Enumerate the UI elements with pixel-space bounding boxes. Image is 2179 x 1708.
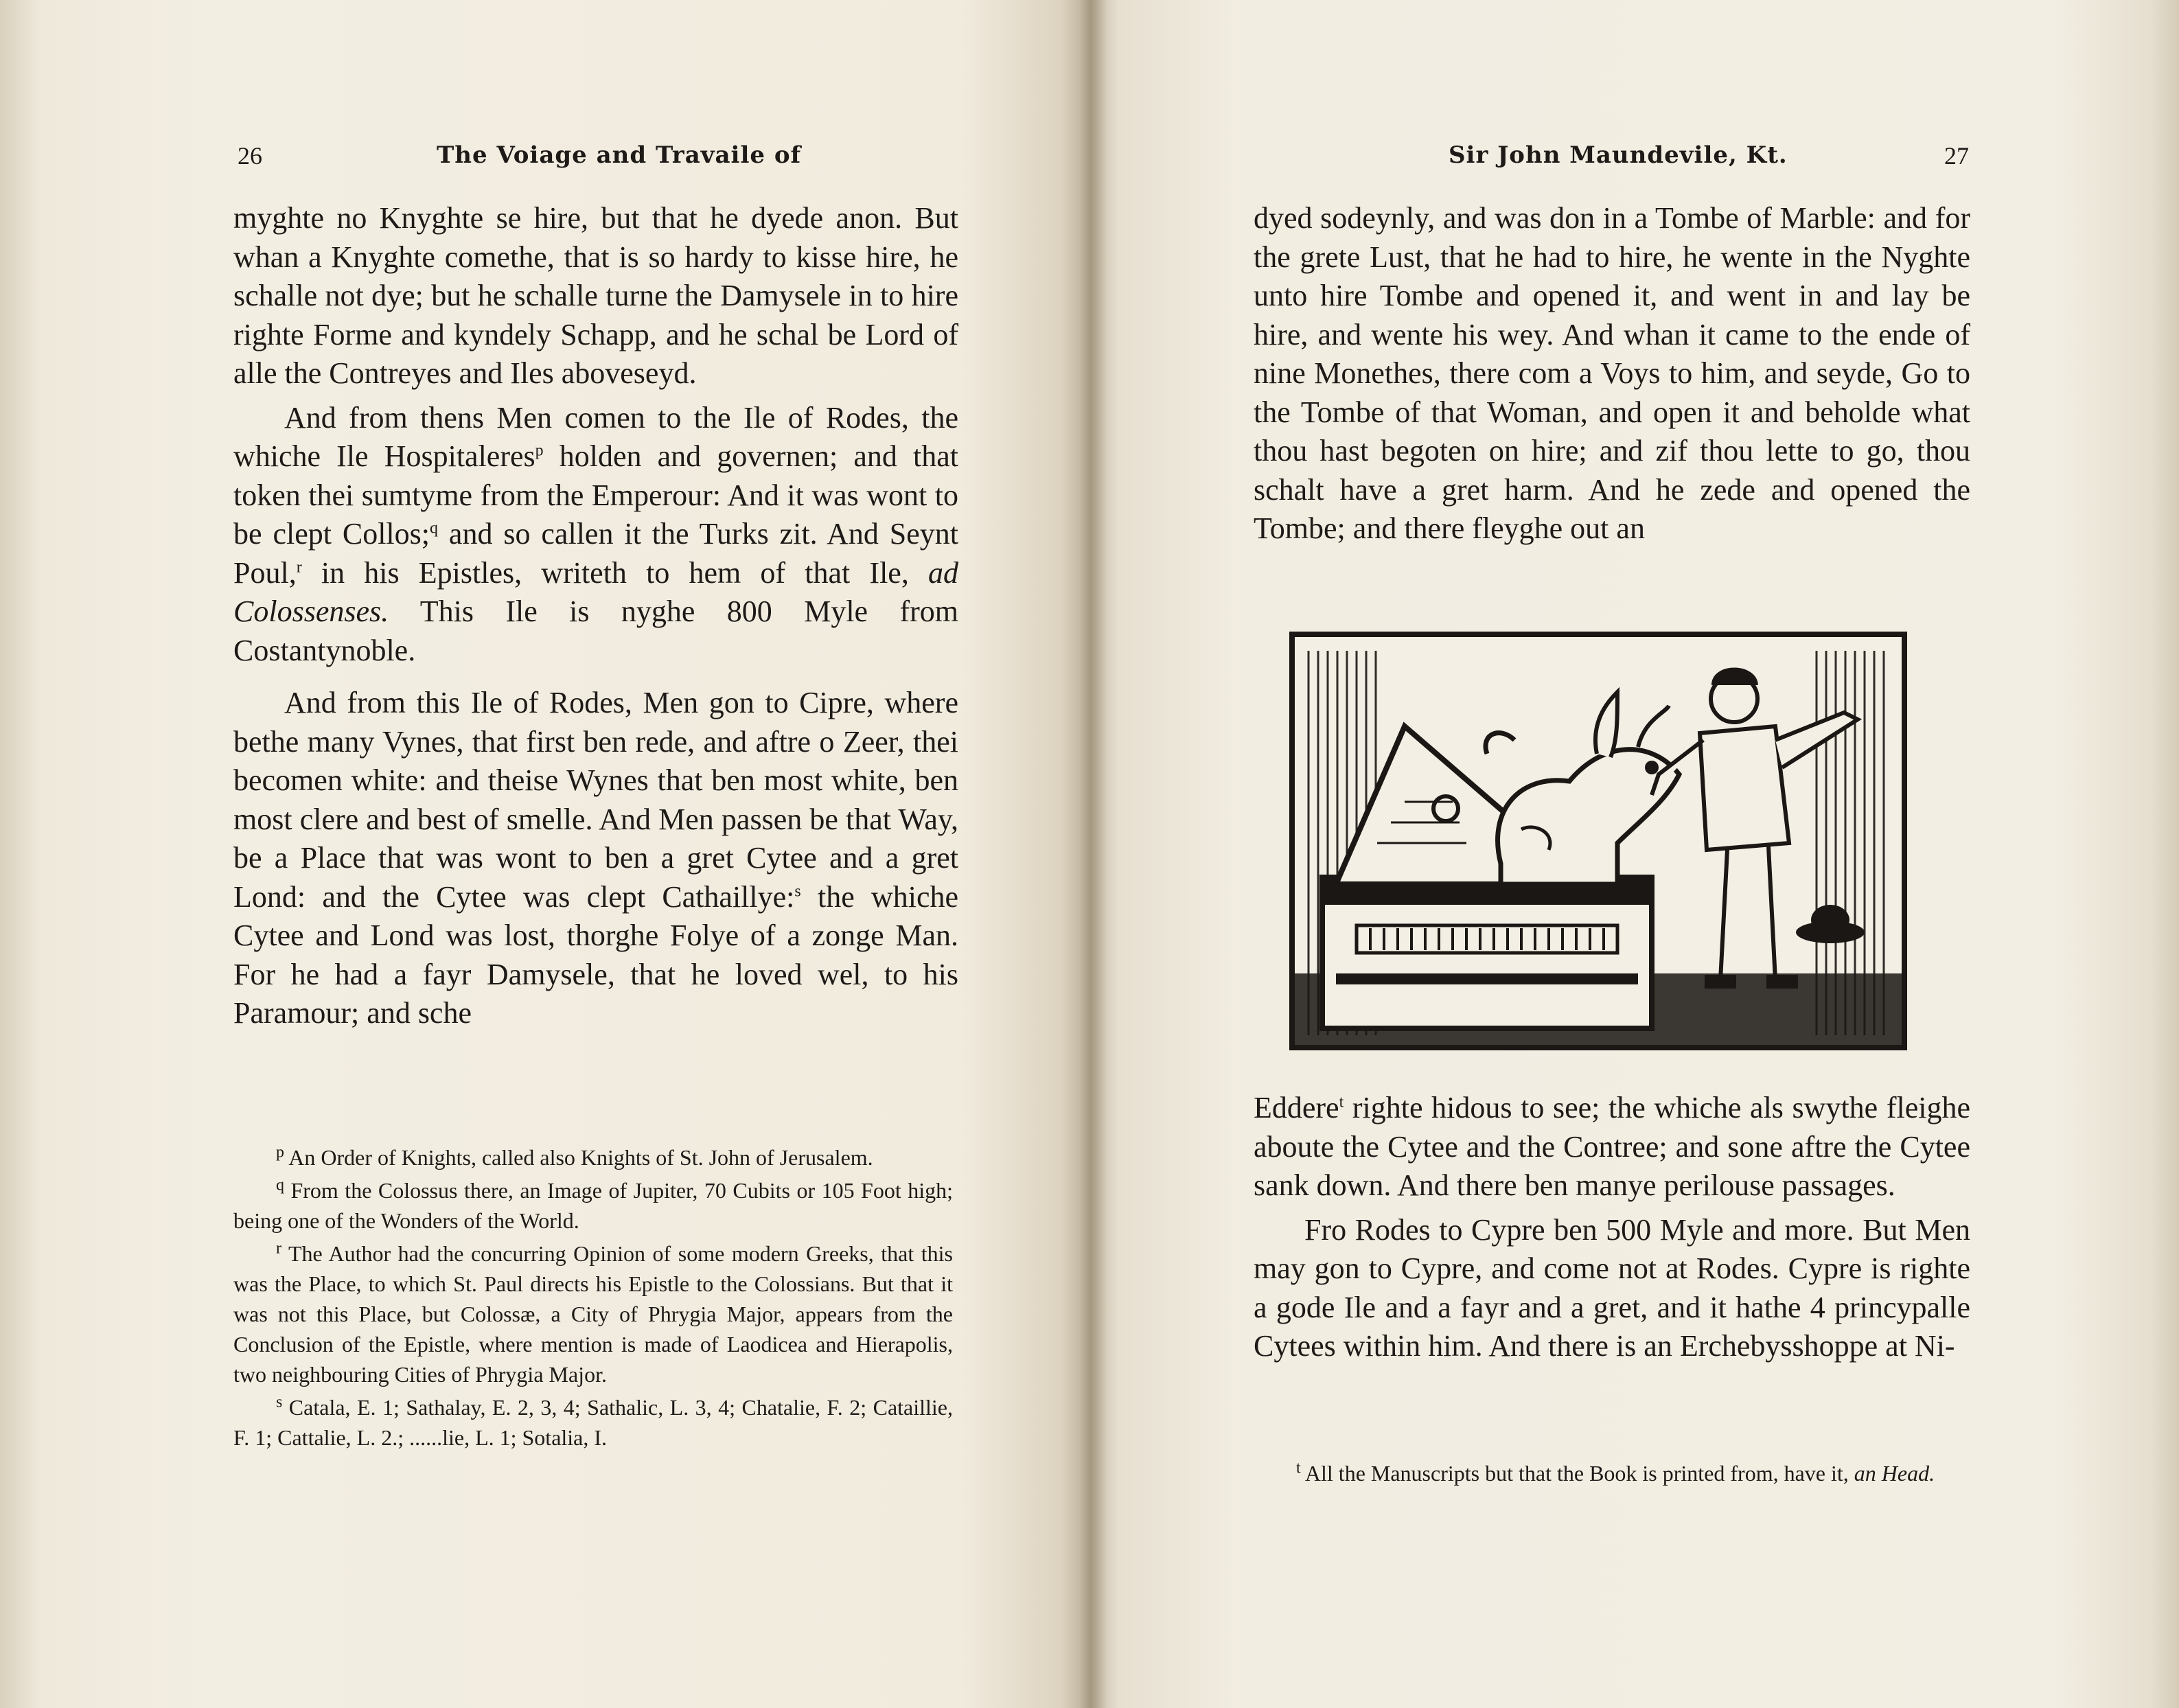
woodcut-illustration bbox=[1289, 632, 1907, 1050]
right-body-text-top bbox=[1254, 199, 1970, 549]
paragraph: And from thens Men comen to the Ile of Rodes, the whiche Ile Hospitaleres$^p$ holden and governen; and that token thei sumtyme from the Emperour: And it was wont to be clept Collos;$^q$ and so callen it the Turks zit. And Seynt Poul,$^r$ in his Epistles, writeth to hem of that Ile, ad Colossenses. This Ile is nyghe 800 Myle from Costantynoble. bbox=[233, 400, 958, 667]
footnote-r: $^r$ The Author had the concurring Opinion of some modern Greeks, that this was the Place, to which St. Paul directs his Epistle to the Colossians. But that it was not this Place, but Colossæ, a City of Phrygia Major, appears from the Conclusion of the Epistle, where mention is made of Laodicea and Hierapolis, two neighbouring Cities of Phrygia Major. bbox=[233, 1239, 953, 1387]
footnote-t: $^t$ All the Manuscripts but that the Book is printed from, have it, an Head. bbox=[1296, 1459, 1935, 1486]
footnote-q: $^q$ From the Colossus there, an Image of Jupiter, 70 Cubits or 105 Foot high; being one of the Wonders of the World. bbox=[233, 1176, 953, 1233]
book-gutter bbox=[1079, 0, 1107, 1708]
page-number-left: 26 bbox=[238, 142, 262, 170]
footnote-ref: s bbox=[794, 881, 801, 900]
footnote-ref: p bbox=[535, 441, 544, 460]
right-footnotes bbox=[1254, 1458, 1968, 1491]
paragraph: myghte no Knyghte se hire, but that he dyede anon. But whan a Knyghte comethe, that is so hardy to kisse hire, he schalle not dye; but he schalle turne the Damysele in to hire righte Forme and kyndely Schapp, and he schal be Lord of alle the Contreyes and Iles aboveseyd. bbox=[233, 201, 958, 390]
footnote-ref: r bbox=[296, 557, 302, 576]
paragraph: dyed sodeynly, and was don in a Tombe of Marble: and for the grete Lust, that he had to hire, he wente in the Nyghte unto hire Tombe and opened it, and went in and lay be hire, and wente his wey. And whan it came to the ende of nine Monethes, there com a Voys to him, and seyde, Go to the Tombe of that Woman, and open it and beholde what thou hast begoten on hire; and zif thou lette to go, thou schalt have a gret harm. And he zede and opened the Tombe; and there fleyghe out an bbox=[1254, 201, 1970, 545]
paragraph: Fro Rodes to Cypre ben 500 Myle and more. But Men may gon to Cypre, and come not at Rodes. Cypre is righte a gode Ile and a fayr and a gret, and it hathe 4 princypalle Cytees within him. And there is an Erchebysshoppe at Ni- bbox=[1254, 1212, 1970, 1363]
tomb bbox=[1322, 877, 1652, 1028]
running-title-left: The Voiage and Travaile of bbox=[437, 141, 802, 169]
right-body-text-bottom bbox=[1254, 1089, 1970, 1366]
creature bbox=[1486, 692, 1679, 884]
page-number-right: 27 bbox=[1944, 142, 1969, 170]
footnote-s: $^s$ Catala, E. 1; Sathalay, E. 2, 3, 4; Sathalic, L. 3, 4; Chatalie, F. 2; Cataillie, F. 1; Cattalie, L. 2.; ......lie, L. 1; Sotalia, I. bbox=[233, 1393, 953, 1450]
paragraph: And from this Ile of Rodes, Men gon to Cipre, where bethe many Vynes, that first ben rede, and aftre o Zeer, thei becomen white: and theise Wynes that ben most white, ben most clere and best of smelle. And Men passen be that Way, be a Place that was wont to ben a gret Cytee and a gret Lond: and the Cytee was clept Cathaillye:$^s$ the whiche Cytee and Lond was lost, thorghe Folye of a zonge Man. For he had a fayr Damysele, that he loved wel, to his Paramour; and sche bbox=[233, 686, 959, 1030]
woodcut-drawing bbox=[1295, 637, 1902, 1045]
left-footnotes bbox=[233, 1142, 953, 1455]
footnote-ref: t bbox=[1339, 1093, 1344, 1111]
running-title-right: Sir John Maundevile, Kt. bbox=[1449, 141, 1788, 169]
footnote-ref: q bbox=[430, 519, 439, 538]
hat-crown bbox=[1811, 905, 1849, 935]
paragraph: Eddere$^t$ righte hidous to see; the whiche als swythe fleighe aboute the Cytee and the Contree; and sone aftre the Cytee sank down. And there ben manye perilouse passages. bbox=[1254, 1091, 1970, 1202]
left-body-text bbox=[233, 199, 958, 1033]
footnote-p: $^p$ An Order of Knights, called also Knights of St. John of Jerusalem. bbox=[276, 1143, 873, 1170]
